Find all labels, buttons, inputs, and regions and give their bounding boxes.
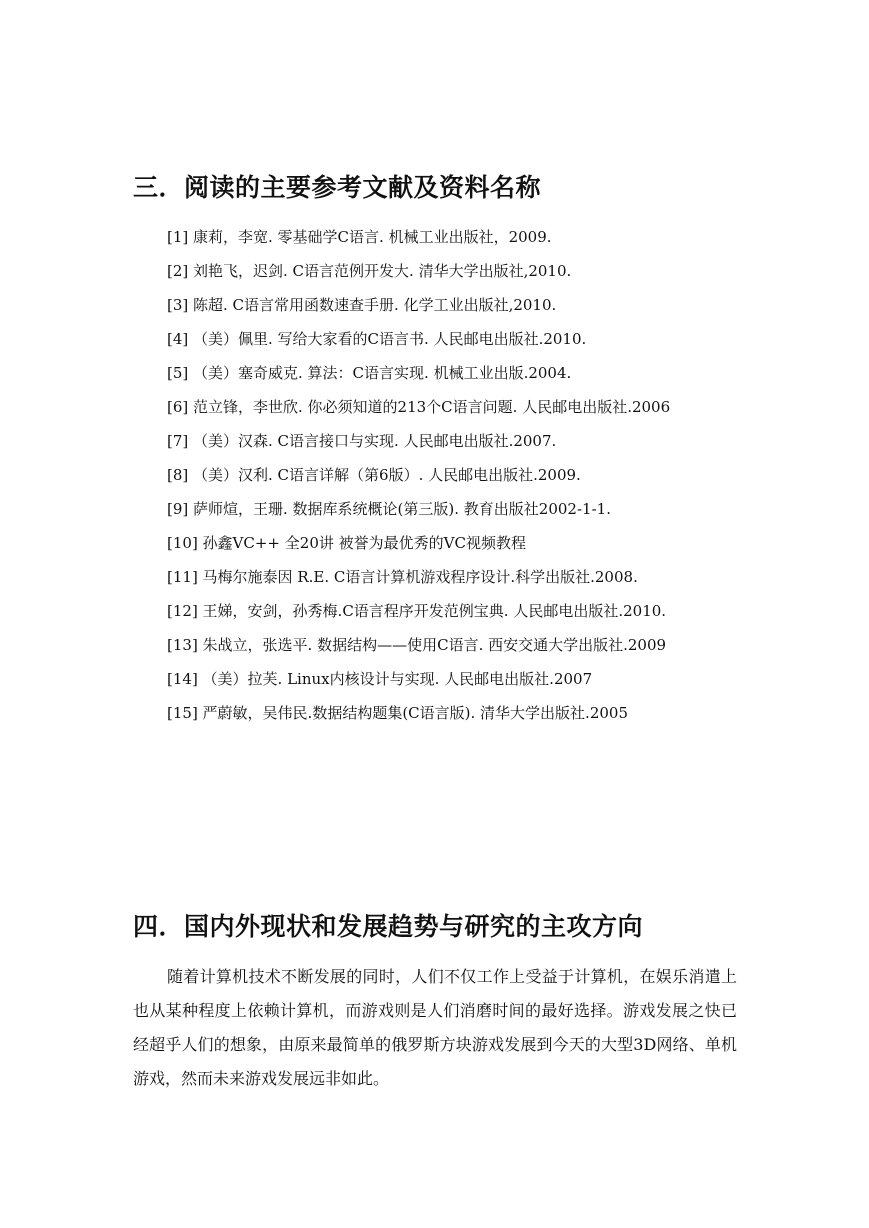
reference-list: [133, 220, 737, 730]
reference-item: [4] （美）佩里. 写给大家看的C语言书. 人民邮电出版社.2010.: [167, 330, 587, 348]
section-4-heading: 四．国内外现状和发展趋势与研究的主攻方向: [133, 912, 644, 941]
reference-item: [7] （美）汉森. C语言接口与实现. 人民邮电出版社.2007.: [167, 432, 557, 450]
reference-item: [2] 刘艳飞，迟剑. C语言范例开发大. 清华大学出版社,2010.: [167, 262, 572, 280]
reference-item: [5] （美）塞奇威克. 算法：C语言实现. 机械工业出版.2004.: [167, 364, 572, 382]
reference-item: [14] （美）拉芙. Linux内核设计与实现. 人民邮电出版社.2007: [167, 670, 593, 688]
reference-item: [11] 马梅尔施泰因 R.E. C语言计算机游戏程序设计.科学出版社.2008.: [167, 568, 638, 586]
reference-item: [15] 严蔚敏，吴伟民.数据结构题集(C语言版). 清华大学出版社.2005: [167, 704, 628, 722]
reference-item: [13] 朱战立，张选平. 数据结构——使用C语言. 西安交通大学出版社.2009: [167, 636, 667, 654]
reference-item: [12] 王娣，安剑，孙秀梅.C语言程序开发范例宝典. 人民邮电出版社.2010.: [167, 602, 667, 620]
reference-item: [1] 康莉，李宽. 零基础学C语言. 机械工业出版社，2009.: [167, 228, 552, 246]
reference-item: [10] 孙鑫VC++ 全20讲 被誉为最优秀的VC视频教程: [167, 534, 526, 552]
section-4-paragraph: 随着计算机技术不断发展的同时，人们不仅工作上受益于计算机，在娱乐消遣上也从某种程度上依赖计算机，而游戏则是人们消磨时间的最好选择。游戏发展之快已经超乎人们的想象，由原来最简单的俄罗斯方块游戏发展到今天的大型3D网络、单机游戏，然而未来游戏发展远非如此。: [133, 967, 737, 1088]
reference-item: [3] 陈超. C语言常用函数速查手册. 化学工业出版社,2010.: [167, 296, 557, 314]
reference-item: [9] 萨师煊，王珊. 数据库系统概论(第三版). 教育出版社2002-1-1.: [167, 500, 611, 518]
reference-item: [8] （美）汉利. C语言详解（第6版）. 人民邮电出版社.2009.: [167, 466, 581, 484]
section-3-heading: 三．阅读的主要参考文献及资料名称: [133, 173, 542, 202]
reference-item: [6] 范立锋，李世欣. 你必须知道的213个C语言问题. 人民邮电出版社.2006: [167, 398, 671, 416]
